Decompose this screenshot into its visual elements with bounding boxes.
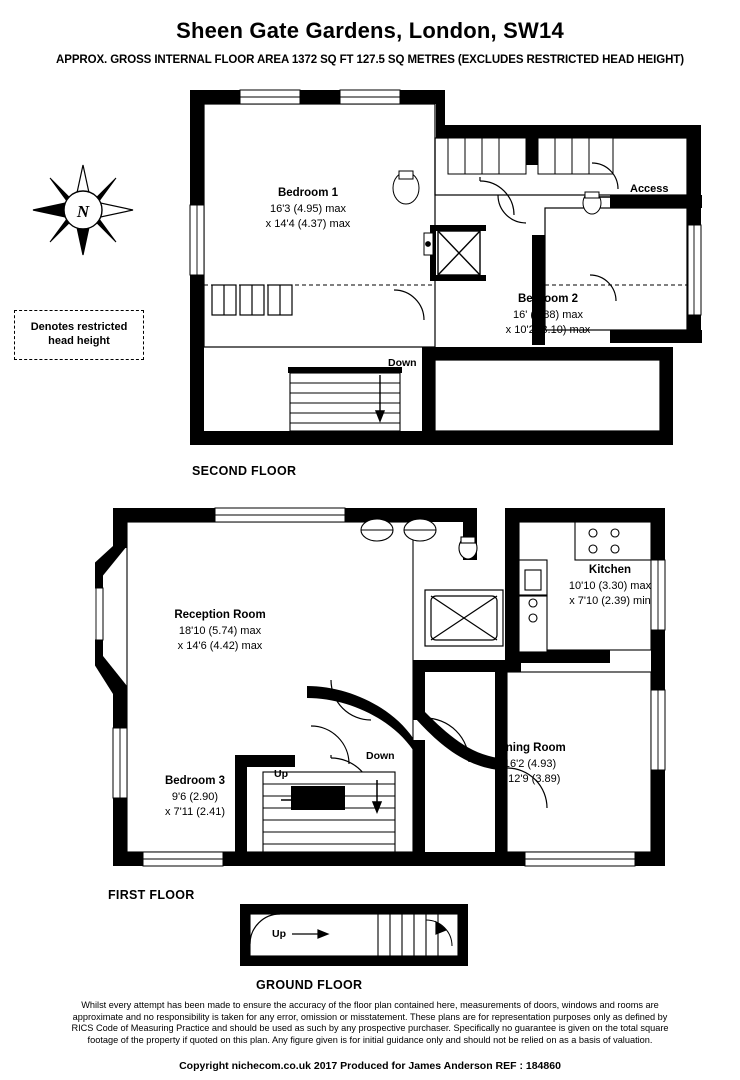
ground-floor-plan bbox=[230, 900, 490, 980]
copyright-text: Copyright nichecom.co.uk 2017 Produced for James Anderson REF : 184860 bbox=[179, 1060, 561, 1072]
bedroom2-dim1: 16' (4.88) max bbox=[513, 309, 583, 321]
eaves-line-1: Access bbox=[630, 183, 669, 195]
reception-dim1: 18'10 (5.74) max bbox=[178, 625, 262, 637]
room-label-bedroom1 bbox=[218, 186, 398, 232]
legend-line-1: Denotes restricted bbox=[30, 321, 128, 333]
second-floor-down-label: Down bbox=[388, 357, 417, 369]
room-label-bedroom3 bbox=[105, 774, 285, 820]
bedroom1-name: Bedroom 1 bbox=[277, 187, 339, 199]
first-floor-down-label: Down bbox=[366, 750, 395, 762]
bedroom1-dim2: x 14'4 (4.37) max bbox=[265, 218, 351, 230]
bedroom1-dim1: 16'3 (4.95) max bbox=[269, 203, 347, 215]
bedroom3-dim2: x 7'11 (2.41) bbox=[165, 806, 225, 818]
second-floor-plan bbox=[180, 85, 720, 465]
bedroom2-dim2: x 10'2 (3.10) max bbox=[505, 324, 591, 336]
bedroom3-dim1: 9'6 (2.90) bbox=[171, 791, 219, 803]
floor-area-subtitle: APPROX. GROSS INTERNAL FLOOR AREA 1372 SQ FT 127.5 SQ METRES (EXCLUDES RESTRICTED HEAD HEIGHT) bbox=[56, 54, 684, 66]
first-floor-up-label: Up bbox=[274, 768, 288, 780]
room-label-bedroom2 bbox=[458, 292, 638, 338]
kitchen-dim2: x 7'10 (2.39) min bbox=[569, 595, 651, 607]
disclaimer-text: Whilst every attempt has been made to ensure the accuracy of the floor plan contained here, measurements of doors, windows and rooms are approximate and no responsibility is taken for any error, omission or misstatement. These plans are for representation purposes only as defined by RICS Code of Measuring Practice and should be used as such by any prospective purchaser. Specifically no guarantee is given on the total square footage of the property if quoted on this plan. Any figure given is for initial guidance only and should not be relied on as a basis of valuation. bbox=[71, 1000, 669, 1045]
bedroom2-name: Bedroom 2 bbox=[517, 293, 579, 305]
dining-dim2: x 12'9 (3.89) bbox=[499, 773, 561, 785]
ground-floor-up-label: Up bbox=[272, 928, 286, 940]
first-floor-label: FIRST FLOOR bbox=[108, 888, 195, 902]
room-label-dining bbox=[440, 741, 620, 787]
legend-line-2: head height bbox=[48, 335, 110, 347]
room-label-kitchen bbox=[520, 563, 700, 609]
reception-dim2: x 14'6 (4.42) max bbox=[177, 640, 263, 652]
page-title: Sheen Gate Gardens, London, SW14 bbox=[176, 18, 564, 43]
ground-floor-label: GROUND FLOOR bbox=[256, 978, 363, 992]
second-floor-label: SECOND FLOOR bbox=[192, 464, 297, 478]
kitchen-name: Kitchen bbox=[588, 564, 632, 576]
reception-name: Reception Room bbox=[174, 609, 266, 621]
kitchen-dim1: 10'10 (3.30) max bbox=[568, 580, 652, 592]
dining-name: Dining Room bbox=[494, 742, 566, 754]
bedroom3-name: Bedroom 3 bbox=[164, 775, 226, 787]
dining-dim1: 16'2 (4.93) bbox=[503, 758, 557, 770]
compass-rose bbox=[28, 160, 138, 260]
compass-north-letter: N bbox=[76, 202, 90, 221]
restricted-head-height-label bbox=[14, 320, 144, 348]
room-label-reception bbox=[110, 608, 330, 654]
